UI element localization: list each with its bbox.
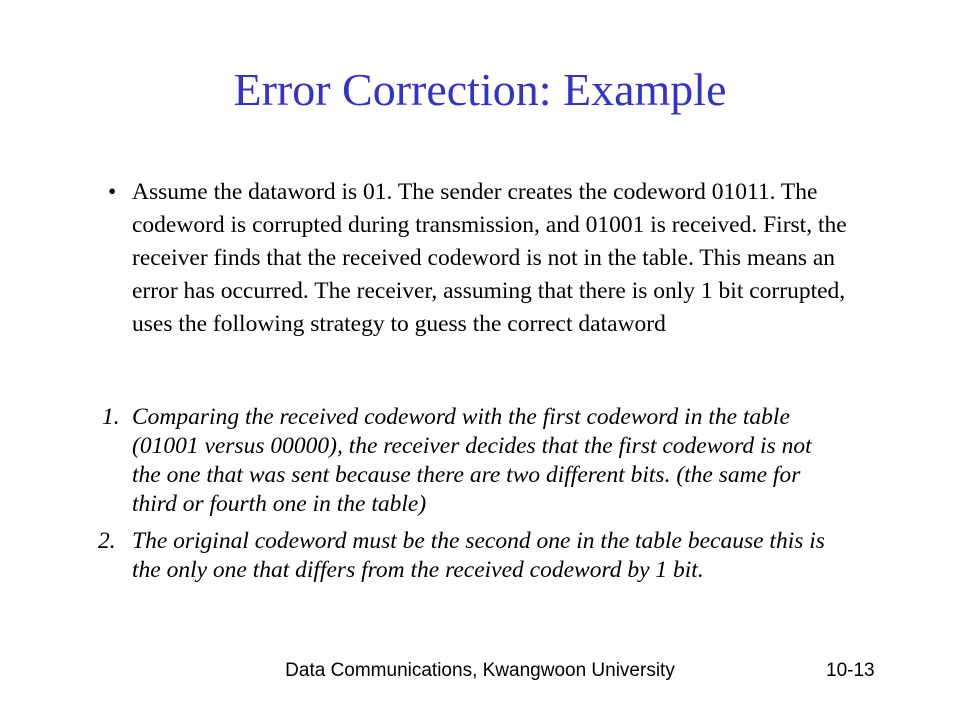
step-2-text: The original codeword must be the second one in the table because this is the only one that differs from the received codeword by 1 bit.: [132, 528, 825, 583]
step-2: [98, 527, 828, 585]
footer-page-number: 10-13: [826, 660, 875, 681]
step-2-number: 2.: [98, 528, 116, 554]
bullet-symbol: •: [108, 179, 117, 205]
bullet-paragraph: [108, 176, 848, 341]
slide-title: Error Correction: Example: [233, 64, 727, 115]
footer-source: Data Communications, Kwangwoon University: [285, 660, 675, 681]
step-1: [98, 403, 828, 519]
bullet-text: Assume the dataword is 01. The sender creates the codeword 01011. The codeword is corrupted during transmission, and 01001 is received. First, the receiver finds that the received codeword is not in the table. This means an error has occurred. The receiver, assuming that there is only 1 bit corrupted, uses the following strategy to guess the correct dataword: [132, 179, 847, 337]
step-1-text: Comparing the received codeword with the first codeword in the table (01001 versus 00000), the receiver decides that the first codeword is not the one that was sent because there are two different bits. (the same for third or fourth one in the table): [132, 404, 812, 517]
step-1-number: 1.: [102, 404, 120, 430]
